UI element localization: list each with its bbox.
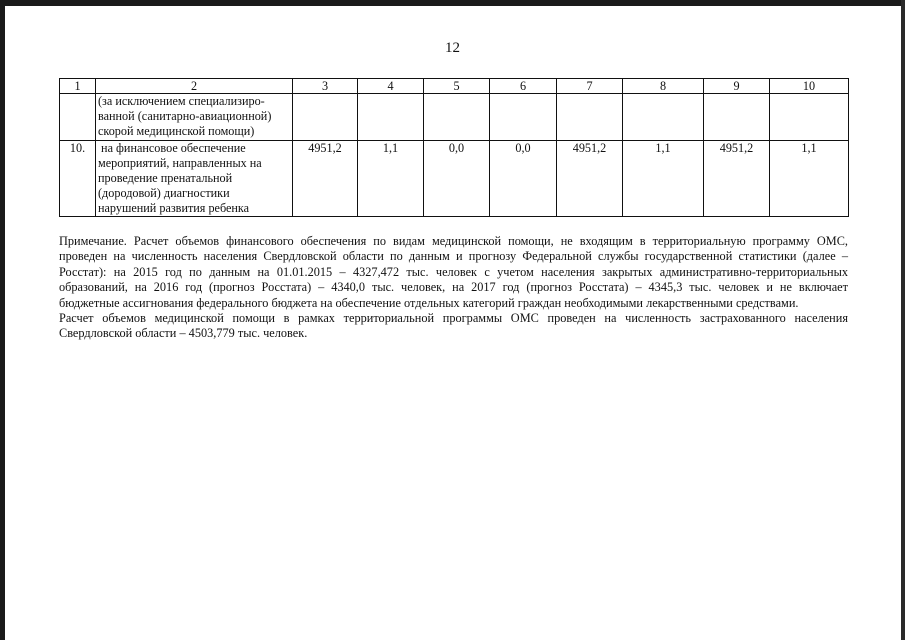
scan-border-left	[0, 0, 5, 640]
value-cell	[704, 94, 770, 141]
value-cell: 4951,2	[293, 141, 358, 217]
value-cell: 0,0	[490, 141, 557, 217]
header-cell: 5	[424, 79, 490, 94]
description-line: проведение пренатальной	[98, 171, 233, 185]
page-number: 12	[445, 40, 460, 56]
header-cell: 7	[557, 79, 623, 94]
data-table	[59, 78, 849, 217]
header-cell: 4	[358, 79, 424, 94]
value-cell: 0,0	[424, 141, 490, 217]
value-cell	[424, 94, 490, 141]
header-cell: 10	[770, 79, 849, 94]
value-cell	[293, 94, 358, 141]
value-cell: 1,1	[770, 141, 849, 217]
description-line: ванной (санитарно-авиационной)	[98, 109, 272, 123]
note-paragraph	[59, 234, 848, 342]
value-cell: 4951,2	[704, 141, 770, 217]
description-line: (за исключением специализиро-	[98, 94, 265, 108]
row-description	[96, 94, 293, 141]
header-cell: 3	[293, 79, 358, 94]
description-line: (дородовой) диагностики	[98, 186, 230, 200]
description-line: нарушений развития ребенка	[98, 201, 250, 215]
table-row	[60, 94, 849, 141]
header-cell: 8	[623, 79, 704, 94]
note-line: Расчет объемов медицинской помощи в рамках территориальной программы ОМС проведен на численность застрахованного населения	[59, 310, 848, 325]
table-header-row	[60, 79, 849, 94]
value-cell	[770, 94, 849, 141]
note-line: Свердловской области – 4503,779 тыс. человек.	[59, 326, 308, 341]
scan-border-top	[0, 0, 905, 6]
note-line: бюджетные ассигнования федерального бюджета на обеспечение отдельных категорий граждан необходимыми лекарственными средствами.	[59, 295, 799, 310]
header-cell: 6	[490, 79, 557, 94]
header-cell: 9	[704, 79, 770, 94]
row-description	[96, 141, 293, 217]
value-cell	[623, 94, 704, 141]
row-number	[60, 94, 96, 141]
row-number: 10.	[60, 141, 96, 217]
value-cell: 1,1	[623, 141, 704, 217]
header-cell: 1	[60, 79, 96, 94]
scan-border-right	[901, 0, 905, 640]
value-cell	[358, 94, 424, 141]
note-line: Примечание. Расчет объемов финансового обеспечения по видам медицинской помощи, не входящим в территориальную программу ОМС,	[59, 234, 848, 248]
description-line: мероприятий, направленных на	[98, 156, 262, 170]
value-cell: 4951,2	[557, 141, 623, 217]
note-line: образований, на 2016 год (прогноз Росстата) – 4340,0 тыс. человек, на 2017 год (прогноз Росстата) – 4345,3 тыс. человек и не включает	[59, 280, 848, 295]
value-cell: 1,1	[358, 141, 424, 217]
note-line: проведен на численность населения Свердловской области по данным и прогнозу Федеральной службы государственной статистики (далее –	[59, 249, 848, 264]
header-cell: 2	[96, 79, 293, 94]
description-line: на финансовое обеспечение	[98, 141, 246, 155]
value-cell	[557, 94, 623, 141]
note-line: Росстат): на 2015 год по данным на 01.01.2015 – 4327,472 тыс. человек с учетом населения закрытых административно-территориальных	[59, 264, 848, 279]
table-row	[60, 141, 849, 217]
description-line: скорой медицинской помощи)	[98, 124, 255, 138]
value-cell	[490, 94, 557, 141]
